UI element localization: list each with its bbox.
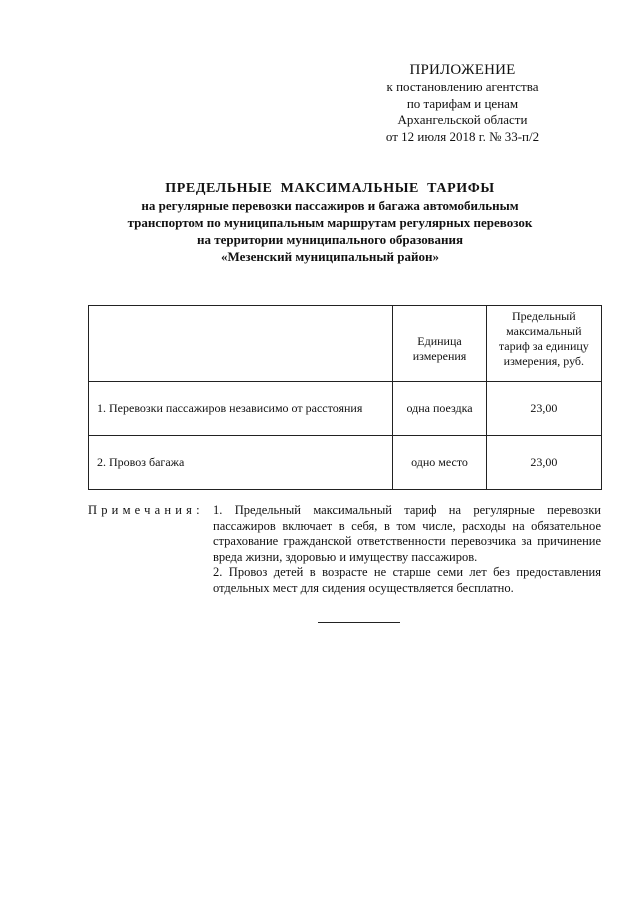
document-title-line-4: «Мезенский муниципальный район» (220, 249, 440, 264)
note-item-1: 1. Предельный максимальный тариф на регулярные перевозки пассажиров включает в себя, в том числе, расходы на обязательное страхование гражданской ответственности перевозчика за причинение вреда жизни, здоровью и имуществу пассажиров. (213, 503, 601, 564)
row-unit: одна поездка (393, 382, 486, 436)
appendix-line-2: по тарифам и ценам (406, 95, 519, 111)
document-title-line-1: на регулярные перевозки пассажиров и багажа автомобильным (141, 198, 519, 213)
notes-body (213, 503, 601, 597)
header-name (89, 306, 393, 382)
note-item-2: 2. Провоз детей в возрасте не старше семи лет без предоставления отдельных мест для сидения осуществляется бесплатно. (213, 565, 601, 595)
tariff-table (88, 305, 602, 490)
row-tariff: 23,00 (486, 382, 601, 436)
row-unit: одно место (393, 436, 486, 490)
appendix-line-1: к постановлению агентства (386, 79, 539, 94)
document-title-line-3: на территории муниципального образования (196, 232, 464, 247)
table-row (89, 382, 602, 436)
row-tariff: 23,00 (486, 436, 601, 490)
document-title (80, 180, 580, 265)
row-name: 1. Перевозки пассажиров независимо от расстояния (89, 382, 393, 436)
table-header-row (89, 306, 602, 382)
row-name: 2. Провоз багажа (89, 436, 393, 490)
table-row (89, 436, 602, 490)
document-title-main: ПРЕДЕЛЬНЫЕ МАКСИМАЛЬНЫЕ ТАРИФЫ (165, 181, 495, 196)
appendix-line-4: от 12 июля 2018 г. № 33-п/2 (385, 128, 540, 144)
closing-divider (318, 622, 400, 623)
appendix-title: ПРИЛОЖЕНИЕ (409, 62, 516, 78)
appendix-line-3: Архангельской области (397, 112, 528, 127)
document-title-line-2: транспортом по муниципальным маршрутам регулярных перевозок (127, 215, 533, 230)
appendix-header (360, 62, 565, 145)
notes-label: Примечания: (88, 503, 204, 517)
header-unit: Единица измерения (393, 306, 486, 382)
header-tariff: Предельный максимальный тариф за единицу измерения, руб. (486, 306, 601, 382)
